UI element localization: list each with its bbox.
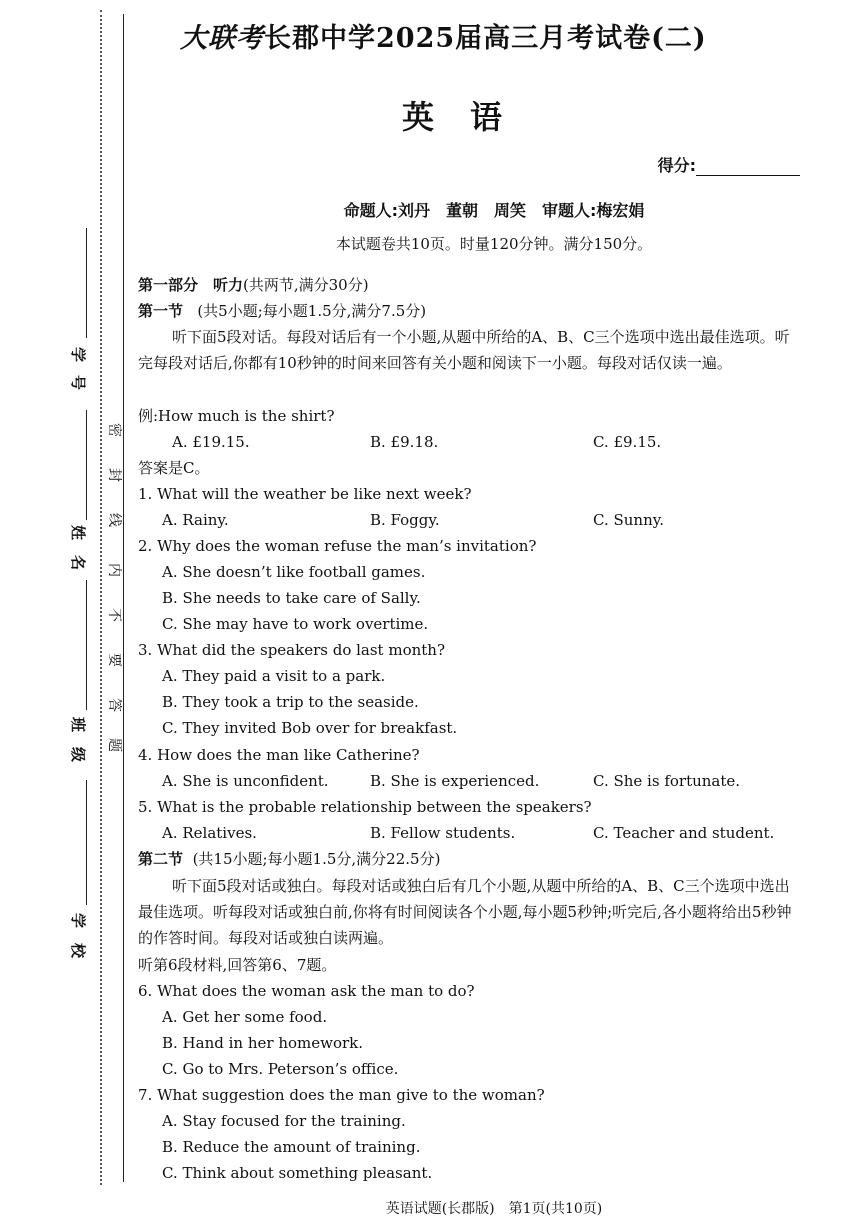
example-option-a: A. £19.15. [172,433,250,451]
school-label-2: 校 [69,943,87,959]
example-option-b: B. £9.18. [370,433,439,451]
option-a[interactable]: A. She is unconfident. [162,772,329,790]
section2-heading [138,849,440,869]
class-blank[interactable] [86,580,87,710]
option-c[interactable]: C. Teacher and student. [593,824,775,842]
brand-logo: 大联考 [180,23,264,54]
school-label-1: 学 [69,913,87,929]
part1-heading-note: (共两节,满分30分) [243,276,369,294]
section1-heading [138,301,426,321]
name-label-1: 姓 [69,525,87,541]
option-b[interactable]: B. She is experienced. [370,772,540,790]
student-id-label-1: 学 [69,347,87,363]
option-b[interactable]: B. Fellow students. [370,824,516,842]
section1-note: (共5小题;每小题1.5分,满分7.5分) [197,302,427,320]
score-label: 得分: [657,156,696,175]
option-c[interactable]: C. She is fortunate. [593,772,741,790]
option-b[interactable]: B. Reduce the amount of training. [162,1138,421,1156]
question-7: 7. What suggestion does the man give to the woman? [138,1086,545,1104]
option-a[interactable]: A. Rainy. [162,511,229,529]
option-a[interactable]: A. Stay focused for the training. [162,1112,406,1130]
name-label-2: 名 [69,555,87,571]
student-id-label-2: 号 [69,375,87,391]
example-answer: 答案是C。 [138,459,210,477]
margin-solid-line [123,14,124,1182]
option-c[interactable]: C. Think about something pleasant. [162,1164,433,1182]
option-b[interactable]: B. They took a trip to the seaside. [162,693,419,711]
seal-dotted-line [100,10,102,1185]
seal-char: 线 [106,513,122,527]
name-blank[interactable] [86,410,87,520]
binding-margin [0,0,124,1227]
score-blank[interactable] [696,161,800,176]
seal-char: 封 [106,468,122,482]
question-4: 4. How does the man like Catherine? [138,746,420,764]
question-6: 6. What does the woman ask the man to do? [138,982,475,1000]
score-field [658,153,800,176]
question-2: 2. Why does the woman refuse the man’s invitation? [138,537,537,555]
class-label-1: 班 [69,717,87,733]
question-5: 5. What is the probable relationship between the speakers? [138,798,592,816]
section1-instructions: 听下面5段对话。每段对话后有一个小题,从题中所给的A、B、C三个选项中选出最佳选项。听完每段对话后,你都有10秒钟的时间来回答有关小题和阅读下一小题。每段对话仅读一遍。 [138,328,790,372]
seal-char: 密 [106,423,122,437]
school-blank[interactable] [86,780,87,905]
option-a[interactable]: A. She doesn’t like football games. [162,563,426,581]
option-b[interactable]: B. Hand in her homework. [162,1034,364,1052]
part1-heading-text: 第一部分 听力 [138,276,244,294]
option-a[interactable]: A. Relatives. [162,824,257,842]
option-a[interactable]: A. Get her some food. [162,1008,328,1026]
part1-heading [138,275,369,295]
option-b[interactable]: B. Foggy. [370,511,440,529]
seal-char: 题 [106,738,122,752]
option-c[interactable]: C. They invited Bob over for breakfast. [162,719,458,737]
seal-char: 答 [106,698,122,712]
material-6-note: 听第6段材料,回答第6、7题。 [138,956,337,974]
question-3: 3. What did the speakers do last month? [138,641,446,659]
exam-title-text: 长郡中学2025届高三月考试卷(二) [264,23,707,54]
class-label-2: 级 [69,747,87,763]
seal-char: 要 [106,653,122,667]
subject-title: 英语 [401,98,538,136]
option-c[interactable]: C. Sunny. [593,511,664,529]
example-option-c: C. £9.15. [593,433,662,451]
exam-title [180,16,780,55]
option-c[interactable]: C. Go to Mrs. Peterson’s office. [162,1060,399,1078]
section2-heading-text: 第二节 [138,850,184,868]
section2-note: (共15小题;每小题1.5分,满分22.5分) [192,850,441,868]
option-c[interactable]: C. She may have to work overtime. [162,615,429,633]
option-b[interactable]: B. She needs to take care of Sally. [162,589,421,607]
example-question: 例:How much is the shirt? [138,407,335,425]
page-footer: 英语试题(长郡版) 第1页(共10页) [385,1201,603,1217]
seal-char: 内 [106,563,122,577]
option-a[interactable]: A. They paid a visit to a park. [162,667,386,685]
seal-char: 不 [106,608,122,622]
authors-line: 命题人:刘丹 董朝 周笑 审题人:梅宏娟 [343,201,645,220]
section2-instructions: 听下面5段对话或独白。每段对话或独白后有几个小题,从题中所给的A、B、C三个选项中选出最佳选项。听每段对话或独白前,你将有时间阅读各个小题,每小题5秒钟;听完后,各小题将给出5秒钟的作答时间。每段对话或独白读两遍。 [138,877,792,947]
section1-heading-text: 第一节 [138,302,184,320]
exam-info: 本试题卷共10页。时量120分钟。满分150分。 [335,235,653,253]
question-1: 1. What will the weather be like next week? [138,485,472,503]
